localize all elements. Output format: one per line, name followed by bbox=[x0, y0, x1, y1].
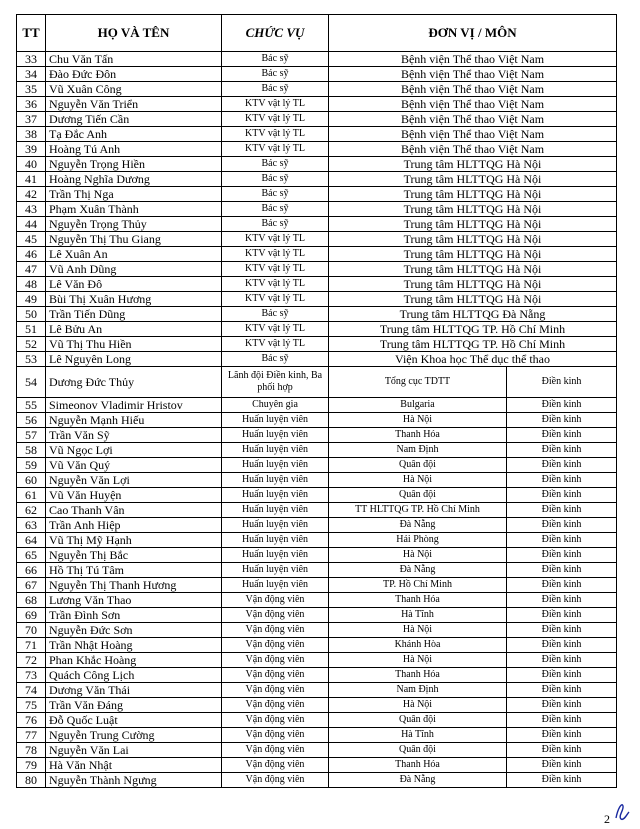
table-row bbox=[17, 82, 617, 97]
table-row bbox=[17, 352, 617, 367]
table-row bbox=[17, 187, 617, 202]
row-number: 64 bbox=[17, 533, 46, 548]
table-row bbox=[17, 367, 617, 398]
row-unit: Bệnh viện Thể thao Việt Nam bbox=[329, 142, 617, 157]
row-sport: Điền kinh bbox=[507, 503, 617, 518]
header-tt: TT bbox=[17, 15, 46, 52]
table-row bbox=[17, 533, 617, 548]
table-row bbox=[17, 713, 617, 728]
row-sport: Điền kinh bbox=[507, 728, 617, 743]
row-position: KTV vật lý TL bbox=[222, 142, 329, 157]
row-number: 45 bbox=[17, 232, 46, 247]
row-number: 52 bbox=[17, 337, 46, 352]
row-position: Huấn luyện viên bbox=[222, 563, 329, 578]
row-name: Phạm Xuân Thành bbox=[46, 202, 222, 217]
row-number: 60 bbox=[17, 473, 46, 488]
row-name: Vũ Anh Dũng bbox=[46, 262, 222, 277]
row-position: Huấn luyện viên bbox=[222, 533, 329, 548]
header-unit: ĐƠN VỊ / MÔN bbox=[329, 15, 617, 52]
header-row bbox=[17, 15, 617, 52]
row-organization: Đà Nẵng bbox=[329, 563, 507, 578]
row-name: Nguyễn Trọng Thủy bbox=[46, 217, 222, 232]
row-number: 68 bbox=[17, 593, 46, 608]
row-position: Vận động viên bbox=[222, 608, 329, 623]
table-row bbox=[17, 52, 617, 67]
row-organization: Thanh Hóa bbox=[329, 758, 507, 773]
row-position: KTV vật lý TL bbox=[222, 127, 329, 142]
table-row bbox=[17, 413, 617, 428]
row-position: Huấn luyện viên bbox=[222, 443, 329, 458]
table-row bbox=[17, 157, 617, 172]
row-name: Cao Thanh Vân bbox=[46, 503, 222, 518]
row-organization: Đà Nẵng bbox=[329, 773, 507, 788]
row-position: Vận động viên bbox=[222, 623, 329, 638]
row-position: Huấn luyện viên bbox=[222, 578, 329, 593]
row-name: Nguyễn Mạnh Hiếu bbox=[46, 413, 222, 428]
row-number: 67 bbox=[17, 578, 46, 593]
row-organization: Hà Tĩnh bbox=[329, 728, 507, 743]
table-row bbox=[17, 458, 617, 473]
row-sport: Điền kinh bbox=[507, 668, 617, 683]
row-number: 46 bbox=[17, 247, 46, 262]
row-number: 72 bbox=[17, 653, 46, 668]
row-position: Bác sỹ bbox=[222, 157, 329, 172]
row-name: Tạ Đắc Anh bbox=[46, 127, 222, 142]
row-position: Vận động viên bbox=[222, 593, 329, 608]
table-row bbox=[17, 728, 617, 743]
row-organization: Hà Nội bbox=[329, 653, 507, 668]
row-organization: Quân đội bbox=[329, 488, 507, 503]
row-position: Huấn luyện viên bbox=[222, 548, 329, 563]
table-row bbox=[17, 473, 617, 488]
row-name: Chu Văn Tấn bbox=[46, 52, 222, 67]
row-number: 75 bbox=[17, 698, 46, 713]
table-row bbox=[17, 698, 617, 713]
table-row bbox=[17, 653, 617, 668]
row-sport: Điền kinh bbox=[507, 653, 617, 668]
row-name: Lê Xuân An bbox=[46, 247, 222, 262]
table-row bbox=[17, 743, 617, 758]
row-organization: Hà Nội bbox=[329, 698, 507, 713]
row-sport: Điền kinh bbox=[507, 683, 617, 698]
row-name: Vũ Thị Mỹ Hạnh bbox=[46, 533, 222, 548]
row-number: 36 bbox=[17, 97, 46, 112]
row-position: Vận động viên bbox=[222, 653, 329, 668]
table-row bbox=[17, 112, 617, 127]
table-row bbox=[17, 773, 617, 788]
row-number: 57 bbox=[17, 428, 46, 443]
row-position: Vận động viên bbox=[222, 728, 329, 743]
row-sport: Điền kinh bbox=[507, 398, 617, 413]
row-name: Đỗ Quốc Luật bbox=[46, 713, 222, 728]
row-sport: Điền kinh bbox=[507, 743, 617, 758]
table-row bbox=[17, 398, 617, 413]
row-number: 74 bbox=[17, 683, 46, 698]
row-organization: Hà Nội bbox=[329, 413, 507, 428]
row-name: Vũ Ngọc Lợi bbox=[46, 443, 222, 458]
header-name: HỌ VÀ TÊN bbox=[46, 15, 222, 52]
row-position: Chuyên gia bbox=[222, 398, 329, 413]
row-organization: Thanh Hóa bbox=[329, 428, 507, 443]
row-organization: Khánh Hòa bbox=[329, 638, 507, 653]
row-position: Huấn luyện viên bbox=[222, 473, 329, 488]
table-row bbox=[17, 322, 617, 337]
row-position: Lãnh đội Điền kinh, Ba phối hợp bbox=[222, 367, 329, 398]
row-position: Vận động viên bbox=[222, 668, 329, 683]
row-position: Bác sỹ bbox=[222, 217, 329, 232]
row-position: Bác sỹ bbox=[222, 202, 329, 217]
row-number: 33 bbox=[17, 52, 46, 67]
row-number: 71 bbox=[17, 638, 46, 653]
table-row bbox=[17, 67, 617, 82]
row-sport: Điền kinh bbox=[507, 473, 617, 488]
row-position: Vận động viên bbox=[222, 638, 329, 653]
row-number: 53 bbox=[17, 352, 46, 367]
row-organization: Hà Tĩnh bbox=[329, 608, 507, 623]
row-number: 35 bbox=[17, 82, 46, 97]
table-row bbox=[17, 428, 617, 443]
table-row bbox=[17, 668, 617, 683]
row-number: 44 bbox=[17, 217, 46, 232]
row-name: Vũ Xuân Công bbox=[46, 82, 222, 97]
table-row bbox=[17, 232, 617, 247]
row-number: 69 bbox=[17, 608, 46, 623]
row-sport: Điền kinh bbox=[507, 367, 617, 398]
row-unit: Trung tâm HLTTQG Hà Nội bbox=[329, 172, 617, 187]
row-number: 79 bbox=[17, 758, 46, 773]
row-position: Bác sỹ bbox=[222, 187, 329, 202]
row-name: Lê Bửu An bbox=[46, 322, 222, 337]
row-unit: Trung tâm HLTTQG Hà Nội bbox=[329, 187, 617, 202]
row-name: Lê Văn Đô bbox=[46, 277, 222, 292]
row-name: Vũ Thị Thu Hiền bbox=[46, 337, 222, 352]
row-name: Trần Văn Sỹ bbox=[46, 428, 222, 443]
row-unit: Bệnh viện Thể thao Việt Nam bbox=[329, 82, 617, 97]
row-number: 34 bbox=[17, 67, 46, 82]
row-position: Bác sỹ bbox=[222, 67, 329, 82]
row-unit: Bệnh viện Thể thao Việt Nam bbox=[329, 112, 617, 127]
row-name: Dương Tiến Cần bbox=[46, 112, 222, 127]
row-name: Nguyễn Thành Ngưng bbox=[46, 773, 222, 788]
row-organization: Bulgaria bbox=[329, 398, 507, 413]
row-position: KTV vật lý TL bbox=[222, 292, 329, 307]
table-row bbox=[17, 202, 617, 217]
table-row bbox=[17, 292, 617, 307]
table-row bbox=[17, 97, 617, 112]
row-position: Vận động viên bbox=[222, 698, 329, 713]
row-name: Trần Thị Nga bbox=[46, 187, 222, 202]
table-row bbox=[17, 608, 617, 623]
row-name: Trần Đình Sơn bbox=[46, 608, 222, 623]
row-number: 73 bbox=[17, 668, 46, 683]
row-sport: Điền kinh bbox=[507, 413, 617, 428]
row-unit: Trung tâm HLTTQG Đà Nẵng bbox=[329, 307, 617, 322]
row-name: Lương Văn Thao bbox=[46, 593, 222, 608]
row-position: KTV vật lý TL bbox=[222, 262, 329, 277]
row-organization: Hải Phòng bbox=[329, 533, 507, 548]
row-sport: Điền kinh bbox=[507, 443, 617, 458]
row-name: Nguyễn Văn Lai bbox=[46, 743, 222, 758]
row-number: 56 bbox=[17, 413, 46, 428]
row-name: Hồ Thị Tú Tâm bbox=[46, 563, 222, 578]
row-position: Huấn luyện viên bbox=[222, 518, 329, 533]
row-organization: Hà Nội bbox=[329, 473, 507, 488]
table-row bbox=[17, 337, 617, 352]
row-sport: Điền kinh bbox=[507, 533, 617, 548]
row-unit: Trung tâm HLTTQG Hà Nội bbox=[329, 202, 617, 217]
row-position: KTV vật lý TL bbox=[222, 322, 329, 337]
row-name: Quách Công Lịch bbox=[46, 668, 222, 683]
table-row bbox=[17, 262, 617, 277]
table-row bbox=[17, 638, 617, 653]
row-number: 58 bbox=[17, 443, 46, 458]
row-number: 51 bbox=[17, 322, 46, 337]
row-name: Trần Tiến Dũng bbox=[46, 307, 222, 322]
row-number: 63 bbox=[17, 518, 46, 533]
row-number: 80 bbox=[17, 773, 46, 788]
row-organization: Hà Nội bbox=[329, 548, 507, 563]
table-row bbox=[17, 578, 617, 593]
row-position: Huấn luyện viên bbox=[222, 458, 329, 473]
row-position: Bác sỹ bbox=[222, 352, 329, 367]
row-organization: Hà Nội bbox=[329, 623, 507, 638]
row-sport: Điền kinh bbox=[507, 593, 617, 608]
row-unit: Trung tâm HLTTQG Hà Nội bbox=[329, 232, 617, 247]
row-position: Huấn luyện viên bbox=[222, 428, 329, 443]
row-unit: Trung tâm HLTTQG Hà Nội bbox=[329, 292, 617, 307]
table-row bbox=[17, 127, 617, 142]
row-sport: Điền kinh bbox=[507, 518, 617, 533]
row-sport: Điền kinh bbox=[507, 488, 617, 503]
row-position: Bác sỹ bbox=[222, 307, 329, 322]
row-position: KTV vật lý TL bbox=[222, 277, 329, 292]
row-sport: Điền kinh bbox=[507, 548, 617, 563]
row-name: Nguyễn Thị Thu Giang bbox=[46, 232, 222, 247]
row-sport: Điền kinh bbox=[507, 608, 617, 623]
row-name: Hoàng Tú Anh bbox=[46, 142, 222, 157]
table-row bbox=[17, 518, 617, 533]
row-unit: Trung tâm HLTTQG Hà Nội bbox=[329, 262, 617, 277]
row-number: 61 bbox=[17, 488, 46, 503]
row-name: Đào Đức Đôn bbox=[46, 67, 222, 82]
row-name: Nguyễn Văn Lợi bbox=[46, 473, 222, 488]
row-unit: Trung tâm HLTTQG TP. Hồ Chí Minh bbox=[329, 337, 617, 352]
row-position: Huấn luyện viên bbox=[222, 488, 329, 503]
row-name: Trần Văn Đáng bbox=[46, 698, 222, 713]
row-organization: TP. Hồ Chí Minh bbox=[329, 578, 507, 593]
table-row bbox=[17, 758, 617, 773]
row-number: 76 bbox=[17, 713, 46, 728]
row-unit: Trung tâm HLTTQG Hà Nội bbox=[329, 217, 617, 232]
row-position: Vận động viên bbox=[222, 773, 329, 788]
row-name: Hà Văn Nhật bbox=[46, 758, 222, 773]
row-sport: Điền kinh bbox=[507, 698, 617, 713]
row-name: Nguyễn Văn Triển bbox=[46, 97, 222, 112]
row-organization: Nam Định bbox=[329, 683, 507, 698]
table-row bbox=[17, 277, 617, 292]
row-unit: Bệnh viện Thể thao Việt Nam bbox=[329, 127, 617, 142]
row-sport: Điền kinh bbox=[507, 458, 617, 473]
row-name: Dương Đức Thủy bbox=[46, 367, 222, 398]
row-position: KTV vật lý TL bbox=[222, 232, 329, 247]
row-organization: Thanh Hóa bbox=[329, 593, 507, 608]
row-organization: Tổng cục TDTT bbox=[329, 367, 507, 398]
row-position: KTV vật lý TL bbox=[222, 97, 329, 112]
row-position: Vận động viên bbox=[222, 743, 329, 758]
row-number: 40 bbox=[17, 157, 46, 172]
row-sport: Điền kinh bbox=[507, 563, 617, 578]
row-number: 77 bbox=[17, 728, 46, 743]
row-name: Dương Văn Thái bbox=[46, 683, 222, 698]
table-row bbox=[17, 142, 617, 157]
row-number: 48 bbox=[17, 277, 46, 292]
row-sport: Điền kinh bbox=[507, 713, 617, 728]
row-name: Nguyễn Trung Cường bbox=[46, 728, 222, 743]
row-name: Nguyễn Thị Thanh Hương bbox=[46, 578, 222, 593]
row-name: Hoàng Nghĩa Dương bbox=[46, 172, 222, 187]
row-unit: Trung tâm HLTTQG Hà Nội bbox=[329, 157, 617, 172]
row-number: 49 bbox=[17, 292, 46, 307]
row-number: 59 bbox=[17, 458, 46, 473]
row-unit: Viện Khoa học Thể dục thể thao bbox=[329, 352, 617, 367]
row-name: Nguyễn Trọng Hiền bbox=[46, 157, 222, 172]
row-organization: Quân đội bbox=[329, 743, 507, 758]
row-number: 37 bbox=[17, 112, 46, 127]
row-position: Vận động viên bbox=[222, 713, 329, 728]
row-organization: Quân đội bbox=[329, 713, 507, 728]
row-number: 78 bbox=[17, 743, 46, 758]
row-unit: Trung tâm HLTTQG Hà Nội bbox=[329, 277, 617, 292]
row-number: 50 bbox=[17, 307, 46, 322]
header-position: CHỨC VỤ bbox=[222, 15, 329, 52]
table-row bbox=[17, 217, 617, 232]
row-position: KTV vật lý TL bbox=[222, 337, 329, 352]
row-sport: Điền kinh bbox=[507, 758, 617, 773]
row-organization: Nam Định bbox=[329, 443, 507, 458]
table-row bbox=[17, 247, 617, 262]
row-name: Simeonov Vladimir Hristov bbox=[46, 398, 222, 413]
row-name: Trần Nhật Hoàng bbox=[46, 638, 222, 653]
row-organization: Thanh Hóa bbox=[329, 668, 507, 683]
row-name: Vũ Văn Huyện bbox=[46, 488, 222, 503]
row-position: Huấn luyện viên bbox=[222, 503, 329, 518]
row-number: 38 bbox=[17, 127, 46, 142]
row-number: 54 bbox=[17, 367, 46, 398]
row-name: Nguyễn Thị Bắc bbox=[46, 548, 222, 563]
row-name: Vũ Văn Quý bbox=[46, 458, 222, 473]
row-number: 42 bbox=[17, 187, 46, 202]
row-unit: Bệnh viện Thể thao Việt Nam bbox=[329, 52, 617, 67]
table-row bbox=[17, 172, 617, 187]
row-name: Lê Nguyên Long bbox=[46, 352, 222, 367]
row-number: 43 bbox=[17, 202, 46, 217]
row-sport: Điền kinh bbox=[507, 578, 617, 593]
row-sport: Điền kinh bbox=[507, 773, 617, 788]
personnel-table bbox=[16, 14, 617, 788]
row-organization: Quân đội bbox=[329, 458, 507, 473]
table-row bbox=[17, 548, 617, 563]
table-row bbox=[17, 503, 617, 518]
row-sport: Điền kinh bbox=[507, 638, 617, 653]
row-unit: Bệnh viện Thể thao Việt Nam bbox=[329, 97, 617, 112]
table-row bbox=[17, 623, 617, 638]
row-number: 39 bbox=[17, 142, 46, 157]
row-position: KTV vật lý TL bbox=[222, 247, 329, 262]
table-row bbox=[17, 307, 617, 322]
row-unit: Trung tâm HLTTQG TP. Hồ Chí Minh bbox=[329, 322, 617, 337]
row-unit: Trung tâm HLTTQG Hà Nội bbox=[329, 247, 617, 262]
row-name: Phan Khắc Hoàng bbox=[46, 653, 222, 668]
row-unit: Bệnh viện Thể thao Việt Nam bbox=[329, 67, 617, 82]
row-name: Bùi Thị Xuân Hương bbox=[46, 292, 222, 307]
row-position: Vận động viên bbox=[222, 758, 329, 773]
table-row bbox=[17, 443, 617, 458]
table-row bbox=[17, 683, 617, 698]
row-position: Huấn luyện viên bbox=[222, 413, 329, 428]
page-number: 2 bbox=[604, 812, 610, 826]
row-position: Vận động viên bbox=[222, 683, 329, 698]
row-number: 70 bbox=[17, 623, 46, 638]
row-sport: Điền kinh bbox=[507, 623, 617, 638]
row-number: 47 bbox=[17, 262, 46, 277]
row-organization: TT HLTTQG TP. Hồ Chí Minh bbox=[329, 503, 507, 518]
row-sport: Điền kinh bbox=[507, 428, 617, 443]
row-position: Bác sỹ bbox=[222, 82, 329, 97]
table-row bbox=[17, 488, 617, 503]
row-number: 41 bbox=[17, 172, 46, 187]
row-number: 65 bbox=[17, 548, 46, 563]
row-position: KTV vật lý TL bbox=[222, 112, 329, 127]
signature-initial-mark bbox=[612, 800, 632, 822]
row-number: 62 bbox=[17, 503, 46, 518]
row-name: Nguyễn Đức Sơn bbox=[46, 623, 222, 638]
row-number: 66 bbox=[17, 563, 46, 578]
row-organization: Đà Nẵng bbox=[329, 518, 507, 533]
row-position: Bác sỹ bbox=[222, 52, 329, 67]
table-row bbox=[17, 593, 617, 608]
row-name: Trần Anh Hiệp bbox=[46, 518, 222, 533]
row-position: Bác sỹ bbox=[222, 172, 329, 187]
row-number: 55 bbox=[17, 398, 46, 413]
table-row bbox=[17, 563, 617, 578]
